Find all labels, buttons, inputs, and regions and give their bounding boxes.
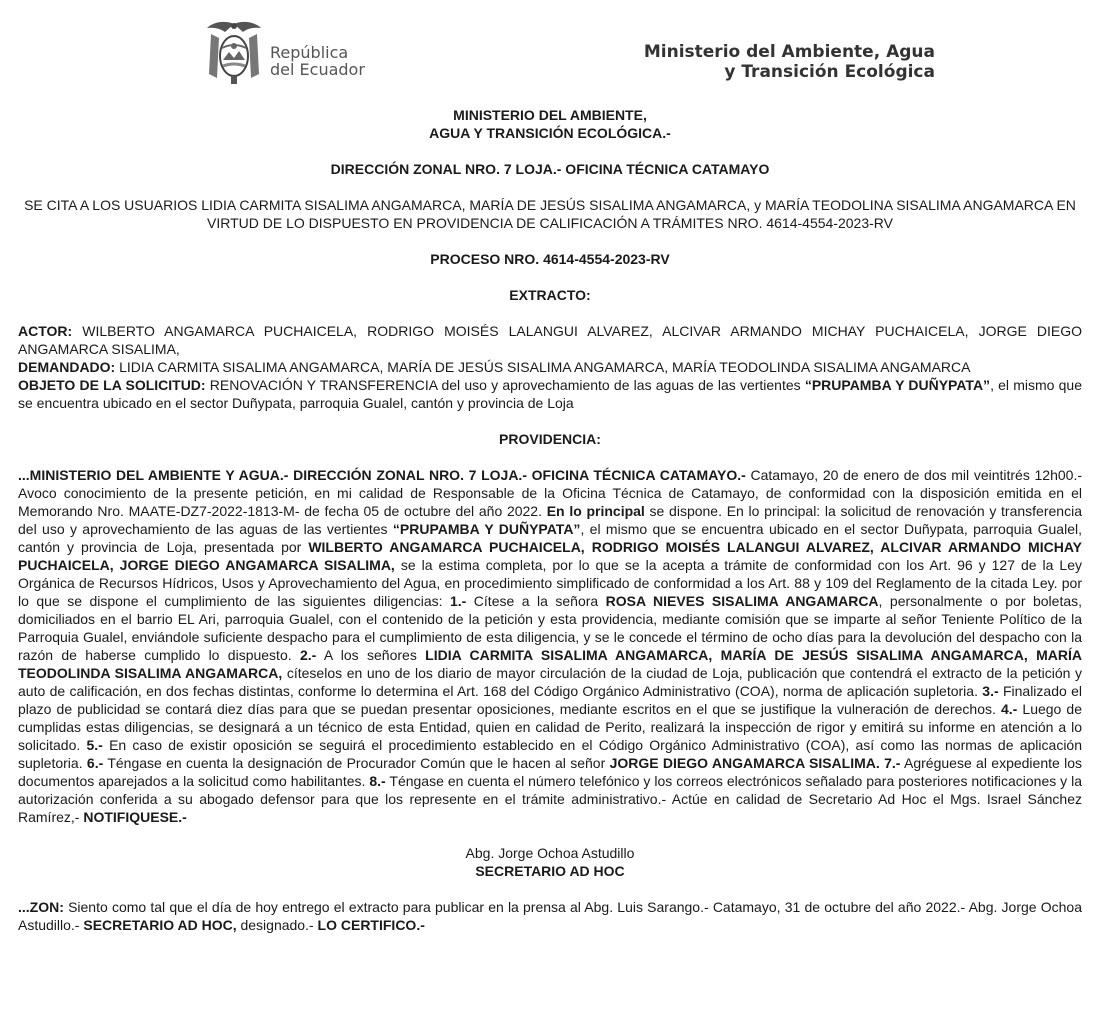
extracto-heading: EXTRACTO: bbox=[509, 287, 591, 303]
prov-t5: Cítese a la señora bbox=[466, 593, 606, 609]
prov-t12: Téngase en cuenta la designación de Procurador Común que le hacen al señor bbox=[103, 755, 610, 771]
actor-label: ACTOR: bbox=[18, 323, 73, 339]
prov-t7: A los señores bbox=[316, 647, 426, 663]
prov-t2: se dispone. En lo principal: la solicitud de renovación y transferencia del uso y aprovechamiento de las aguas de las vertientes bbox=[18, 503, 1082, 537]
republica-logo-text: República del Ecuador bbox=[270, 43, 365, 79]
objeto-text-2: , el mismo que se encuentra ubicado en el sector Duñypata, parroquia Gualel, cantón y provincia de Loja bbox=[18, 377, 1083, 411]
prov-t1: Catamayo, 20 de enero de dos mil veintitrés 12h00.- Avoco conocimiento de la presente petición, en mi calidad de Responsable de la Oficina Técnica de Catamayo, de conformidad con la disposición emitida en el Memorando Nro. MAATE-DZ7-2022-1813-M- de fecha 05 de octubre del año 2022. bbox=[18, 467, 1082, 519]
prov-b11: 5.- bbox=[86, 737, 103, 753]
prov-b7: 2.- bbox=[299, 647, 317, 663]
demandado-paragraph bbox=[18, 358, 1082, 376]
prov-b6: ROSA NIEVES SISALIMA ANGAMARCA bbox=[605, 593, 879, 609]
prov-t3: , el mismo que se encuentra ubicado en el sector Duñypata, parroquia Gualel, cantón y provincia de Loja, presentada por bbox=[18, 521, 1082, 555]
razon-paragraph bbox=[18, 898, 1082, 934]
prov-b10: 4.- bbox=[1000, 701, 1018, 717]
prov-b12: 6.- bbox=[86, 755, 104, 771]
document-body bbox=[18, 106, 1082, 934]
title-line-2: AGUA Y TRANSICIÓN ECOLÓGICA.- bbox=[429, 125, 671, 141]
prov-t4: se la estima completa, por lo que se la acepta a trámite de conformidad con los Art. 96 y 127 de la Ley Orgánica de Recursos Hídricos, Usos y Aprovechamiento del Agua, en procedimiento simplificado de conformidad a los Art. 88 y 109 del Reglamento de la citada Ley. por lo que se dispone el cumplimiento de las siguientes diligencias: bbox=[18, 557, 1082, 609]
prov-b15: NOTIFIQUESE.- bbox=[83, 809, 187, 825]
razon-b3: LO CERTIFICO.- bbox=[317, 917, 425, 933]
prov-t8: cíteselos en uno de los diario de mayor circulación de la ciudad de Loja, publicación que contendrá el extracto de la petición y auto de calificación, en dos fechas distintas, conforme lo determina el Art. 168 del Código Orgánico Administrativo (COA), norma de aplicación supletoria. bbox=[18, 665, 1082, 699]
firma-role: SECRETARIO AD HOC bbox=[475, 863, 625, 879]
prov-t14: Téngase en cuenta el número telefónico y los correos electrónicos señalado para posteriores notificaciones y la autorización conferida a su abogado defensor para que los represente en el trámite administrativo.- Actúe en calidad de Secretario Ad Hoc el Mgs. Israel Sánchez Ramírez,- bbox=[18, 773, 1083, 825]
razon-b2: SECRETARIO AD HOC, bbox=[83, 917, 237, 933]
title-line-1: MINISTERIO DEL AMBIENTE, bbox=[453, 107, 647, 123]
coat-of-arms-icon bbox=[205, 18, 263, 88]
objeto-bold-1: “PRUPAMBA Y DUÑYPATA” bbox=[804, 377, 991, 393]
prov-b14: 8.- bbox=[369, 773, 386, 789]
prov-b13: JORGE DIEGO ANGAMARCA SISALIMA. 7.- bbox=[609, 755, 901, 771]
proceso-heading: PROCESO NRO. 4614-4554-2023-RV bbox=[430, 251, 670, 267]
demandado-text: LIDIA CARMITA SISALIMA ANGAMARCA, MARÍA DE JESÚS SISALIMA ANGAMARCA, MARÍA TEODOLINDA SISALIMA ANGAMARCA bbox=[115, 359, 971, 375]
actor-text: WILBERTO ANGAMARCA PUCHAICELA, RODRIGO MOISÉS LALANGUI ALVAREZ, ALCIVAR ARMANDO MICHAY PUCHAICELA, JORGE DIEGO ANGAMARCA SISALIMA, bbox=[18, 323, 1082, 357]
prov-t11: En caso de existir oposición se seguirá el procedimiento establecido en el Código Orgánico Administrativo (COA), así como las normas de aplicación supletoria. bbox=[18, 737, 1082, 771]
page-header bbox=[0, 0, 1098, 95]
actor-paragraph bbox=[18, 322, 1082, 358]
prov-t10: Luego de cumplidas estas diligencias, se designará a un técnico de esta Entidad, quien en calidad de Perito, realizará la inspección de rigor y emitirá su informe en atención a lo solicitado. bbox=[18, 701, 1082, 753]
ministry-logo-text: Ministerio del Ambiente, Agua y Transición Ecológica bbox=[643, 42, 935, 82]
prov-b2: En lo principal bbox=[546, 503, 645, 519]
direccion-heading: DIRECCIÓN ZONAL NRO. 7 LOJA.- OFICINA TÉCNICA CATAMAYO bbox=[330, 161, 770, 177]
razon-t2: designado.- bbox=[236, 917, 318, 933]
providencia-paragraph bbox=[18, 466, 1082, 826]
objeto-label: OBJETO DE LA SOLICITUD: bbox=[18, 377, 206, 393]
objeto-text-1: RENOVACIÓN Y TRANSFERENCIA del uso y aprovechamiento de las aguas de las vertientes bbox=[205, 377, 805, 393]
razon-t1: Siento como tal que el día de hoy entrego el extracto para publicar en la prensa al Abg. Luis Sarango.- Catamayo, 31 de octubre del año 2022.- Abg. Jorge Ochoa Astudillo.- bbox=[18, 899, 1082, 933]
prov-b9: 3.- bbox=[982, 683, 999, 699]
providencia-heading: PROVIDENCIA: bbox=[499, 431, 601, 447]
citacion-paragraph: SE CITA A LOS USUARIOS LIDIA CARMITA SISALIMA ANGAMARCA, MARÍA DE JESÚS SISALIMA ANGAMARCA, y MARÍA TEODOLINA SISALIMA ANGAMARCA EN VIRTUD DE LO DISPUESTO EN PROVIDENCIA DE CALIFICACIÓN A TRÁMITES NRO. 4614-4554-2023-RV bbox=[24, 197, 1076, 231]
prov-b3: “PRUPAMBA Y DUÑYPATA” bbox=[392, 521, 581, 537]
razon-b1: ...ZON: bbox=[18, 899, 64, 915]
prov-b1: ...MINISTERIO DEL AMBIENTE Y AGUA.- DIRECCIÓN ZONAL NRO. 7 LOJA.- OFICINA TÉCNICA CATAMAYO.- bbox=[18, 467, 746, 483]
prov-b8: LIDIA CARMITA SISALIMA ANGAMARCA, MARÍA DE JESÚS SISALIMA ANGAMARCA, MARÍA TEODOLINDA SISALIMA ANGAMARCA, bbox=[18, 647, 1082, 681]
prov-b4: WILBERTO ANGAMARCA PUCHAICELA, RODRIGO MOISÉS LALANGUI ALVAREZ, ALCIVAR ARMANDO MICHAY PUCHAICELA, JORGE DIEGO ANGAMARCA SISALIMA, bbox=[18, 539, 1082, 573]
demandado-label: DEMANDADO: bbox=[18, 359, 116, 375]
prov-t13: Agréguese al expediente los documentos aparejados a la solicitud como habilitantes. bbox=[18, 755, 1083, 789]
prov-b5: 1.- bbox=[449, 593, 467, 609]
objeto-paragraph bbox=[18, 376, 1082, 412]
prov-t6: , personalmente o por boletas, domiciliados en el barrio EL Ari, parroquia Gualel, con el contenido de la petición y esta providencia, mediante comisión que se imparte al señor Teniente Político de la Parroquia Gualel, enviándole suficiente despacho para el cumplimiento de esta diligencia, y se le concede el término de ocho días para la devolución del despacho con la razón de haberse cumplido lo dispuesto. bbox=[18, 593, 1083, 663]
firma-name: Abg. Jorge Ochoa Astudillo bbox=[465, 845, 635, 861]
prov-t9: Finalizado el plazo de publicidad se contará diez días para que se puedan presentar oposiciones, mediante escritos en el que se justifique la vulneración de derechos. bbox=[18, 683, 1082, 717]
